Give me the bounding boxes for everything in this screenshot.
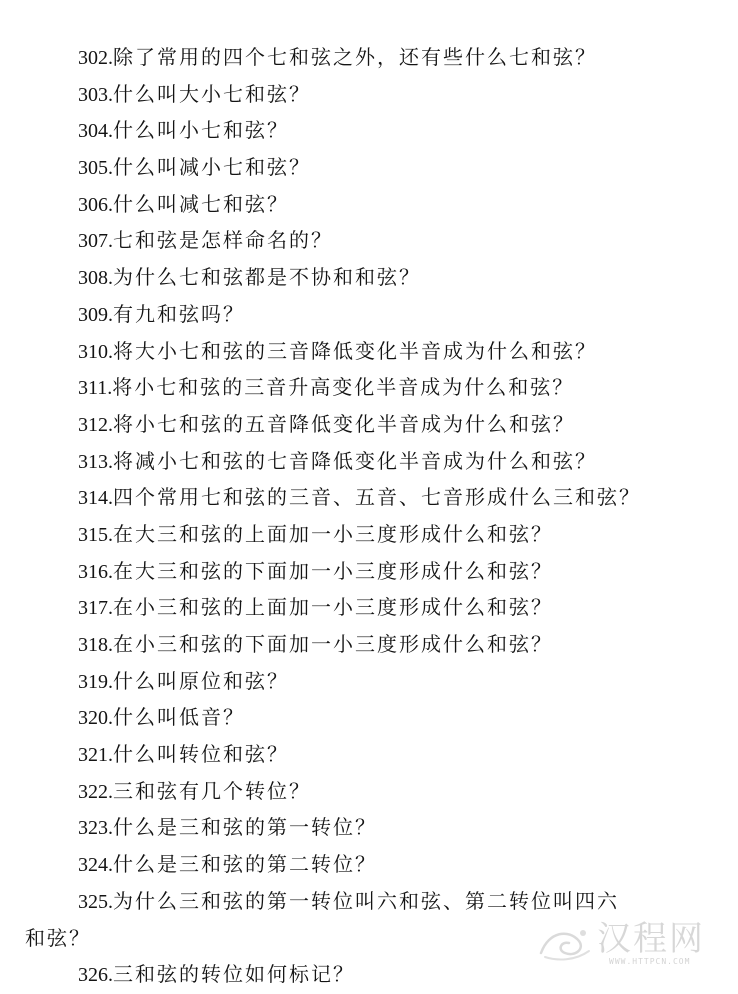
question-text: 为什么三和弦的第一转位叫六和弦、第二转位叫四六 — [113, 888, 619, 913]
question-text: 什么叫小七和弦？ — [113, 118, 289, 143]
question-text: 七和弦是怎样命名的？ — [113, 228, 333, 253]
question-text: 将小七和弦的五音降低变化半音成为什么和弦？ — [113, 411, 575, 436]
question-continuation: 和弦？ — [25, 925, 91, 950]
question-list — [0, 39, 738, 987]
question-item-316 — [0, 553, 738, 590]
question-item-313 — [0, 443, 738, 480]
question-number: 308. — [78, 267, 113, 290]
question-text: 什么是三和弦的第二转位？ — [113, 852, 377, 877]
question-item-315 — [0, 516, 738, 553]
question-number: 326. — [78, 964, 113, 987]
question-number: 325. — [78, 890, 113, 913]
question-number: 322. — [78, 780, 113, 803]
question-item-305 — [0, 149, 738, 186]
question-item-310 — [0, 333, 738, 370]
question-text: 为什么七和弦都是不协和和弦？ — [113, 265, 421, 290]
question-item-309 — [0, 296, 738, 333]
question-item-318 — [0, 626, 738, 663]
question-text: 除了常用的四个七和弦之外，还有些什么七和弦？ — [113, 45, 597, 69]
question-number: 307. — [78, 230, 113, 253]
question-number: 314. — [78, 487, 113, 510]
question-item-302 — [0, 39, 738, 76]
question-item-321 — [0, 736, 738, 773]
site-watermark — [535, 919, 720, 967]
question-item-317 — [0, 589, 738, 626]
question-text: 在小三和弦的上面加一小三度形成什么和弦？ — [113, 595, 553, 620]
question-number: 321. — [78, 744, 113, 767]
question-number: 323. — [78, 817, 113, 840]
question-text: 在小三和弦的下面加一小三度形成什么和弦？ — [113, 632, 553, 656]
question-text: 什么叫原位和弦？ — [113, 668, 289, 693]
question-number: 317. — [78, 597, 113, 620]
question-text: 将小七和弦的三音升高变化半音成为什么和弦？ — [112, 375, 575, 400]
question-item-314 — [0, 479, 738, 516]
question-number: 316. — [78, 560, 113, 583]
question-item-312 — [0, 406, 738, 443]
question-item-307 — [0, 222, 738, 259]
watermark-logo-icon — [535, 923, 595, 963]
question-number: 303. — [78, 83, 113, 106]
question-item-323 — [0, 809, 738, 846]
question-number: 309. — [78, 303, 113, 326]
question-text: 什么叫大小七和弦？ — [113, 81, 311, 106]
question-number: 304. — [78, 120, 113, 143]
question-item-311 — [0, 369, 738, 406]
question-number: 320. — [78, 707, 113, 730]
question-text: 四个常用七和弦的三音、五音、七音形成什么三和弦？ — [113, 485, 641, 510]
question-text: 将减小七和弦的七音降低变化半音成为什么和弦？ — [113, 448, 597, 473]
question-number: 302. — [78, 47, 113, 69]
question-number: 318. — [78, 634, 113, 656]
question-text: 将大小七和弦的三音降低变化半音成为什么和弦？ — [113, 338, 597, 363]
question-text: 什么叫转位和弦？ — [113, 742, 289, 767]
question-number: 305. — [78, 157, 113, 180]
question-number: 324. — [78, 854, 113, 877]
question-number: 319. — [78, 670, 113, 693]
question-item-304 — [0, 112, 738, 149]
question-number: 311. — [78, 377, 113, 400]
question-number: 306. — [78, 193, 113, 216]
question-first-line — [78, 883, 738, 920]
question-item-306 — [0, 186, 738, 223]
question-text: 在大三和弦的上面加一小三度形成什么和弦？ — [113, 521, 553, 546]
question-text: 有九和弦吗？ — [113, 301, 245, 326]
watermark-url: WWW.HTTPCN.COM — [609, 957, 691, 966]
question-number: 315. — [78, 523, 113, 546]
question-text: 什么叫减小七和弦？ — [113, 155, 311, 180]
question-text: 三和弦有几个转位？ — [113, 778, 311, 803]
question-item-319 — [0, 663, 738, 700]
question-text: 什么是三和弦的第一转位？ — [113, 815, 377, 840]
question-text: 在大三和弦的下面加一小三度形成什么和弦？ — [113, 558, 553, 583]
question-number: 312. — [78, 413, 113, 436]
question-text: 三和弦的转位如何标记？ — [113, 962, 355, 987]
question-number: 310. — [78, 340, 113, 363]
question-number: 313. — [78, 450, 113, 473]
question-item-308 — [0, 259, 738, 296]
question-item-320 — [0, 699, 738, 736]
question-item-303 — [0, 76, 738, 113]
watermark-text: 汉程网 — [597, 919, 705, 959]
question-text: 什么叫减七和弦？ — [113, 191, 289, 216]
question-item-322 — [0, 773, 738, 810]
question-text: 什么叫低音？ — [113, 705, 245, 730]
question-item-324 — [0, 846, 738, 883]
